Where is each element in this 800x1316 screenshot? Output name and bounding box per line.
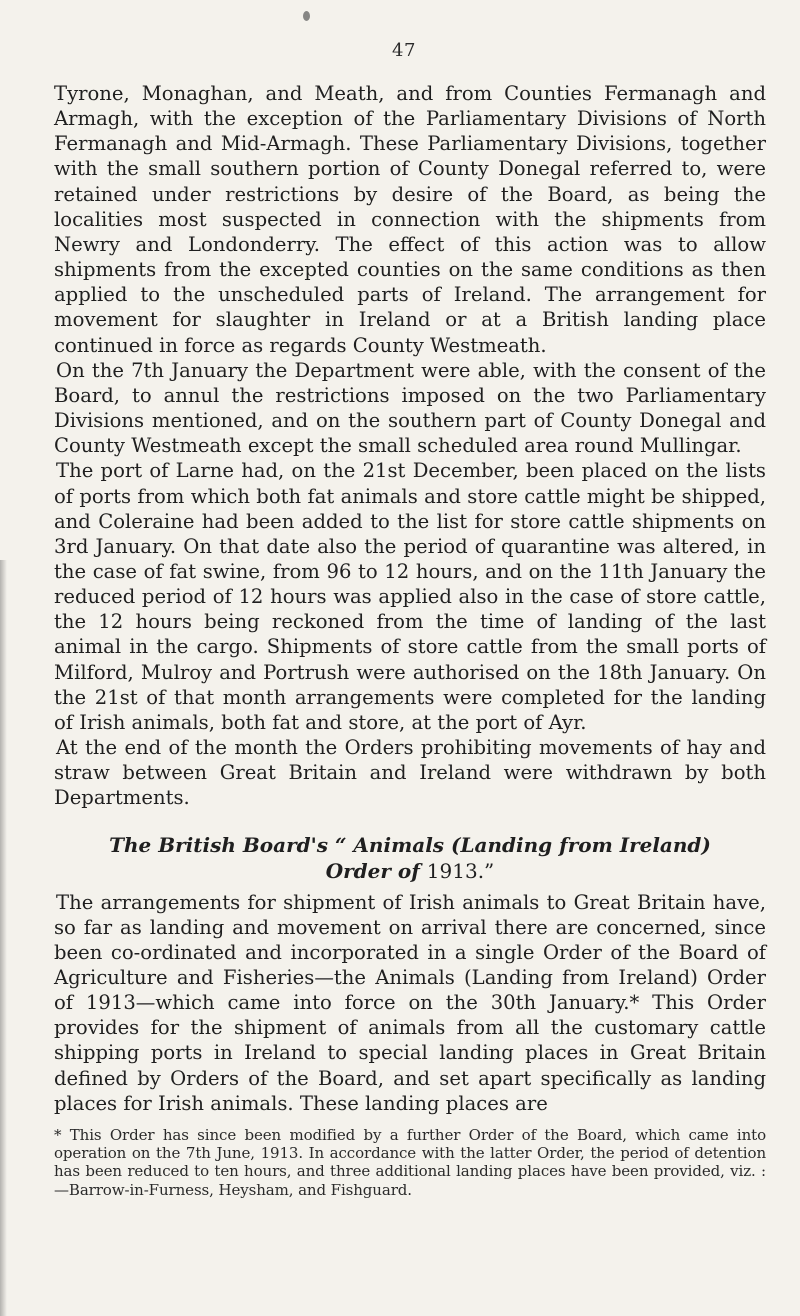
paragraph-4: At the end of the month the Orders prohibiting movements of hay and straw between Great Britain and Ireland were withdrawn by both Departments.	[54, 736, 766, 810]
section-heading-line-1: The British Board's “ Animals (Landing from Ireland)	[109, 832, 711, 857]
binding-shadow	[0, 560, 7, 1316]
ink-speck	[303, 11, 310, 21]
section-heading	[54, 832, 766, 884]
footnote: * This Order has since been modified by a further Order of the Board, which came into operation on the 7th June, 1913. In accordance with the latter Order, the period of detention has been reduced to ten hours, and three additional landing places have been provided, viz. :—Barrow-in-Furness, Heysham, and Fishguard.	[54, 1125, 766, 1199]
paragraph-1: Tyrone, Monaghan, and Meath, and from Counties Fermanagh and Armagh, with the exception of the Parliamentary Divisions of North Fermanagh and Mid-Armagh. These Parliamentary Divisions, together with the small southern portion of County Donegal referred to, were retained under restrictions by desire of the Board, as being the localities most suspected in connection with the shipments from Newry and Londonderry. The effect of this action was to allow shipments from the excepted counties on the same conditions as then applied to the unscheduled parts of Ireland. The arrangement for movement for slaughter in Ireland or at a British landing place continued in force as regards County Westmeath.	[54, 82, 766, 357]
page-number: 47	[392, 40, 416, 61]
paragraph-2: On the 7th January the Department were able, with the consent of the Board, to annul the restrictions imposed on the two Parliamentary Divisions mentioned, and on the southern part of County Donegal and County Westmeath except the small scheduled area round Mullingar.	[54, 358, 766, 458]
paragraph-5: The arrangements for shipment of Irish animals to Great Britain have, so far as landing and movement on arrival there are concerned, since been co-ordinated and incorporated in a single Order of the Board of Agriculture and Fisheries—the Animals (Landing from Ireland) Order of 1913—which came into force on the 30th January.* This Order provides for the shipment of animals from all the customary cattle shipping ports in Ireland to special landing places in Great Britain defined by Orders of the Board, and set apart specifically as landing places for Irish animals. These landing places are	[54, 890, 766, 1115]
section-heading-order-of: Order of	[325, 858, 420, 883]
text-column	[54, 81, 766, 1199]
paragraph-3: The port of Larne had, on the 21st December, been placed on the lists of ports from which both fat animals and store cattle might be shipped, and Coleraine had been added to the list for store cattle shipments on 3rd January. On that date also the period of quarantine was altered, in the case of fat swine, from 96 to 12 hours, and on the 11th January the reduced period of 12 hours was applied also in the case of store cattle, the 12 hours being reckoned from the time of landing of the last animal in the cargo. Shipments of store cattle from the small ports of Milford, Mulroy and Portrush were authorised on the 18th January. On the 21st of that month arrangements were completed for the landing of Irish animals, both fat and store, at the port of Ayr.	[54, 459, 766, 734]
section-heading-line-2	[54, 858, 766, 884]
section-heading-year: 1913.”	[426, 858, 495, 883]
